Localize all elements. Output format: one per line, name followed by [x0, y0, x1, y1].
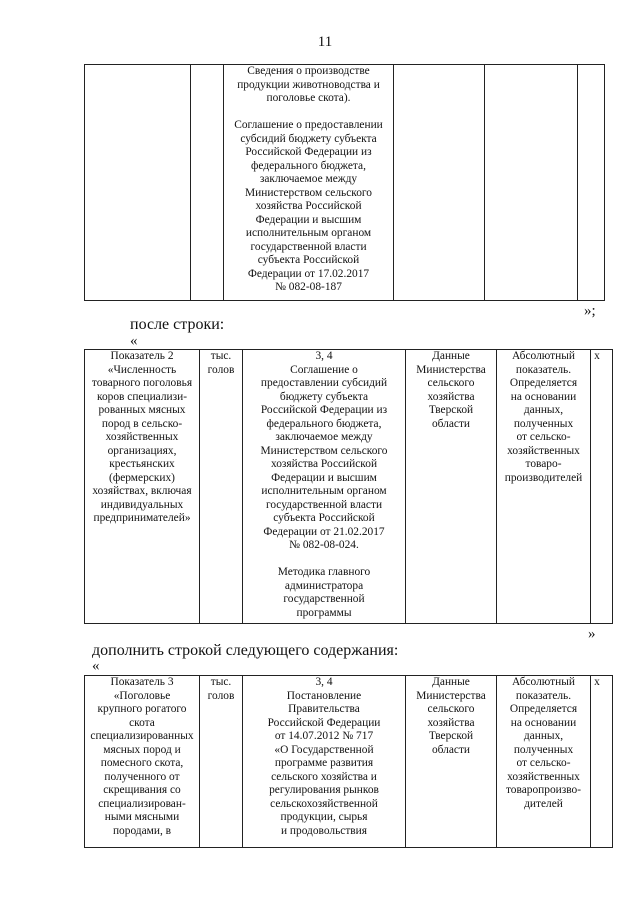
closing-quote-1: »; [584, 303, 596, 319]
t2-indicator-name: Показатель 2 «Численность товарного поголовья коров специализи- рованных мясных пород в сельско- хозяйственных организациях, крестьянских (фермерских) хозяйствах, включая индивидуальных предпринимателей» [85, 350, 200, 624]
opening-quote-2: « [130, 333, 138, 349]
closing-quote-2: » [588, 626, 596, 642]
t1-cell-data [394, 65, 485, 301]
t3-empty [603, 676, 613, 848]
t3-source: 3, 4 Постановление Правительства Российской Федерации от 14.07.2012 № 717 «О Государственной программе развития сельского хозяйства и регулирования рынков сельскохозяйственной продукции, сырья и продовольствия [243, 676, 406, 848]
t3-method: Абсолютный показатель. Определяется на основании данных, полученных от сельско- хозяйственных товаропроизво- дителей [497, 676, 591, 848]
t3-x-mark: x [591, 676, 604, 848]
t2-empty [603, 350, 613, 624]
t1-cell-unit [191, 65, 224, 301]
t2-data-source: Данные Министерства сельского хозяйства Тверской области [406, 350, 497, 624]
instruction-add-row: дополнить строкой следующего содержания: [92, 642, 399, 659]
t1-cell-indicator [85, 65, 191, 301]
table-indicator-2 [84, 349, 613, 624]
t2-source: 3, 4 Соглашение о предоставлении субсидий бюджету субъекта Российской Федерации из федерального бюджета, заключаемое между Министерством сельского хозяйства Российской Федерации и высшим исполнительным органом государственной власти субъекта Российской Федерации от 21.02.2017 № 082-08-024. Методика главного администратора государственной программы [243, 350, 406, 624]
t3-indicator-name: Показатель 3 «Поголовье крупного рогатого скота специализированных мясных пород и помесного скота, полученного от скрещивания со специализирован- ными мясными породами, в [85, 676, 200, 848]
t3-data-source: Данные Министерства сельского хозяйства Тверской области [406, 676, 497, 848]
table-indicator-3 [84, 675, 613, 848]
t1-cell-x [578, 65, 605, 301]
instruction-after-row: после строки: [130, 316, 225, 333]
table-continuation [84, 64, 605, 301]
t2-unit: тыс. голов [200, 350, 243, 624]
t1-cell-method [485, 65, 578, 301]
opening-quote-3: « [92, 658, 100, 674]
page-number: 11 [317, 34, 333, 50]
t2-method: Абсолютный показатель. Определяется на основании данных, полученных от сельско- хозяйственных товаро- производителей [497, 350, 591, 624]
t2-x-mark: x [591, 350, 604, 624]
t3-unit: тыс. голов [200, 676, 243, 848]
t1-cell-source: Сведения о производстве продукции животноводства и поголовье скота). Соглашение о предоставлении субсидий бюджету субъекта Российской Федерации из федерального бюджета, заключаемое между Министерством сельского хозяйства Российской Федерации и высшим исполнительным органом государственной власти субъекта Российской Федерации от 17.02.2017 № 082-08-187 [224, 65, 394, 301]
